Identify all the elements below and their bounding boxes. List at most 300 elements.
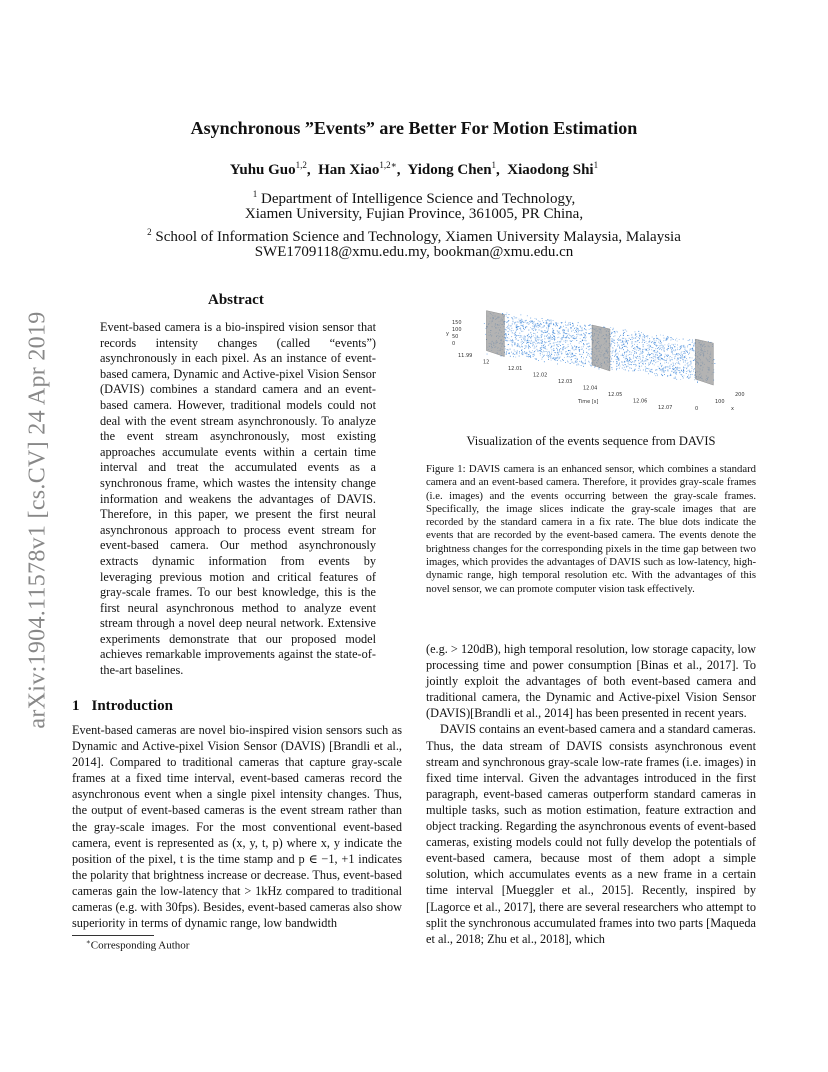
- event-dot: [585, 360, 586, 361]
- event-dot: [582, 362, 583, 363]
- event-dot: [612, 351, 613, 352]
- event-dot: [623, 355, 624, 356]
- event-dot: [511, 336, 512, 337]
- event-dot: [676, 372, 677, 373]
- event-dot: [541, 340, 542, 341]
- event-dot: [670, 356, 671, 357]
- time-tick-label: 12.02: [533, 372, 548, 379]
- event-dot: [588, 325, 589, 326]
- event-dot: [675, 344, 676, 345]
- event-dot: [521, 320, 522, 321]
- event-dot: [567, 353, 568, 354]
- event-dot: [536, 326, 537, 327]
- event-dot: [655, 360, 656, 361]
- event-dot: [635, 335, 636, 336]
- event-dot: [521, 336, 522, 337]
- event-dot: [534, 333, 535, 334]
- event-dot: [615, 333, 616, 334]
- event-dot: [616, 369, 617, 370]
- event-dot: [643, 364, 644, 365]
- event-dot: [618, 359, 619, 360]
- event-dot: [660, 353, 661, 354]
- event-dot: [505, 338, 506, 339]
- event-dot: [633, 338, 634, 339]
- event-dot: [640, 335, 641, 336]
- event-dot: [513, 330, 514, 331]
- event-dot: [636, 365, 637, 366]
- event-dot: [643, 344, 644, 345]
- event-dot: [535, 350, 536, 351]
- event-dot: [557, 341, 558, 342]
- event-dot: [578, 364, 579, 365]
- event-dot: [576, 337, 577, 338]
- event-dot: [568, 323, 569, 324]
- event-dot: [685, 360, 686, 361]
- event-dot: [681, 353, 682, 354]
- event-dot: [637, 340, 638, 341]
- event-dot: [578, 331, 579, 332]
- event-dot: [617, 356, 618, 357]
- event-dot: [670, 375, 671, 376]
- event-dot: [612, 341, 613, 342]
- event-dot: [520, 337, 521, 338]
- event-dot: [646, 358, 647, 359]
- event-dot: [551, 338, 552, 339]
- event-dot: [635, 331, 636, 332]
- event-dot: [543, 356, 544, 357]
- event-dot: [552, 332, 553, 333]
- event-dot: [628, 355, 629, 356]
- event-dot: [684, 351, 685, 352]
- event-dot: [512, 324, 513, 325]
- event-dot: [622, 340, 623, 341]
- event-dot: [681, 370, 682, 371]
- event-dot: [516, 327, 517, 328]
- event-dot: [554, 333, 555, 334]
- event-dot: [646, 368, 647, 369]
- event-dot: [685, 365, 686, 366]
- event-dot: [655, 362, 656, 363]
- event-dot: [675, 350, 676, 351]
- event-dot: [540, 348, 541, 349]
- event-dot: [506, 333, 507, 334]
- event-dot: [547, 319, 548, 320]
- event-dot: [534, 352, 535, 353]
- event-dot: [522, 346, 523, 347]
- time-axis-label: Time [s]: [578, 399, 599, 405]
- event-dot: [580, 327, 581, 328]
- event-dot: [674, 351, 675, 352]
- event-dot: [567, 357, 568, 358]
- event-dot: [519, 323, 520, 324]
- event-dot: [639, 356, 640, 357]
- event-dot: [625, 364, 626, 365]
- event-dot: [563, 329, 564, 330]
- event-dot: [533, 321, 534, 322]
- event-dot: [551, 339, 552, 340]
- event-dot: [617, 332, 618, 333]
- event-dot: [664, 344, 665, 345]
- event-dot: [573, 335, 574, 336]
- event-dot: [660, 357, 661, 358]
- event-dot: [687, 351, 688, 352]
- event-dot: [519, 321, 520, 322]
- event-dot: [644, 335, 645, 336]
- event-dot: [556, 348, 557, 349]
- event-dot: [544, 338, 545, 339]
- event-dot: [668, 367, 669, 368]
- event-dot: [556, 322, 557, 323]
- section-heading: [72, 698, 173, 715]
- author-name: Yuhu Guo: [229, 162, 296, 178]
- event-dot: [533, 330, 534, 331]
- affiliation-mark: 1: [252, 189, 258, 199]
- event-dot: [687, 352, 688, 353]
- event-dot: [622, 345, 623, 346]
- event-dot: [664, 360, 665, 361]
- event-dot: [664, 351, 665, 352]
- event-dot: [545, 347, 546, 348]
- event-dot: [637, 346, 638, 347]
- event-dot: [541, 337, 542, 338]
- event-dot: [692, 348, 693, 349]
- event-dot: [517, 343, 518, 344]
- event-dot: [643, 355, 644, 356]
- event-dot: [645, 363, 646, 364]
- event-dot: [650, 346, 651, 347]
- event-dot: [534, 324, 535, 325]
- event-dot: [533, 323, 534, 324]
- event-dot: [663, 368, 664, 369]
- event-visualization-figure: [440, 300, 770, 420]
- event-dot: [634, 362, 635, 363]
- event-dot: [571, 356, 572, 357]
- event-dot: [565, 348, 566, 349]
- event-dot: [570, 335, 571, 336]
- event-dot: [628, 370, 629, 371]
- event-dot: [616, 349, 617, 350]
- event-dot: [581, 361, 582, 362]
- time-tick-label: 12: [483, 359, 490, 366]
- event-dot: [649, 364, 650, 365]
- event-dot: [646, 360, 647, 361]
- event-dot: [638, 331, 639, 332]
- event-dot: [513, 356, 514, 357]
- footnote-text: Corresponding Author: [90, 939, 190, 952]
- event-dot: [689, 370, 690, 371]
- event-dot: [686, 351, 687, 352]
- event-dot: [692, 349, 693, 350]
- event-dot: [529, 351, 530, 352]
- event-dot: [677, 369, 678, 370]
- event-dot: [648, 363, 649, 364]
- event-dot: [550, 355, 551, 356]
- event-dot: [662, 365, 663, 366]
- event-dot: [628, 361, 629, 362]
- event-dot: [654, 373, 655, 374]
- event-dot: [559, 349, 560, 350]
- event-dot: [667, 370, 668, 371]
- event-dot: [534, 327, 535, 328]
- event-dot: [551, 352, 552, 353]
- event-dot: [619, 368, 620, 369]
- event-dot: [549, 338, 550, 339]
- event-dot: [542, 352, 543, 353]
- event-dot: [639, 368, 640, 369]
- event-dot: [670, 361, 671, 362]
- event-dot: [629, 368, 630, 369]
- event-dot: [621, 361, 622, 362]
- event-dot: [663, 367, 664, 368]
- event-dot: [639, 354, 640, 355]
- event-dot: [624, 346, 625, 347]
- event-dot: [685, 362, 686, 363]
- event-dot: [553, 323, 554, 324]
- author-name: Xiaodong Shi: [507, 162, 594, 178]
- event-dot: [541, 347, 542, 348]
- event-dot: [673, 354, 674, 355]
- event-dot: [629, 364, 630, 365]
- event-dot: [635, 360, 636, 361]
- event-dot: [631, 362, 632, 363]
- event-dot: [684, 367, 685, 368]
- event-dot: [556, 355, 557, 356]
- event-dot: [628, 363, 629, 364]
- event-dot: [681, 345, 682, 346]
- event-dot: [618, 338, 619, 339]
- intro-paragraph-davis: DAVIS contains an event-based camera and a standard cameras. Thus, the data stream of DAVIS consists asynchronous event stream and synchronous gray-scale low-rate frames (i.e. images) in fixed time interval. Given the advantages introduced in the first paragraph, event-based cameras outperform standard cameras in multiple tasks, such as motion estimation, feature extraction and object tracking. Regarding the asynchronous events of event-based cameras, existing models could not fully develop the potentials of event-based camera, because most of them adopt a simple solution, which accumulates events as a new frame in a certain time interval [Mueggler et al., 2015]. Recently, inspired by [Lagorce et al., 2017], there are several researchers who attempt to split the synchronous accumulated frames into two parts [Maqueda et al., 2018; Zhu et al., 2018], which: [426, 722, 756, 946]
- event-dot: [529, 340, 530, 341]
- event-dot: [675, 363, 676, 364]
- event-dot: [566, 337, 567, 338]
- event-dot: [633, 348, 634, 349]
- event-dot: [673, 378, 674, 379]
- event-dot: [560, 342, 561, 343]
- event-dot: [540, 340, 541, 341]
- event-dot: [655, 345, 656, 346]
- x-axis-label: x: [731, 406, 734, 412]
- event-dot: [642, 360, 643, 361]
- event-dot: [656, 362, 657, 363]
- event-dot: [549, 354, 550, 355]
- event-dot: [671, 347, 672, 348]
- event-dot: [544, 351, 545, 352]
- event-dot: [530, 352, 531, 353]
- event-dot: [656, 335, 657, 336]
- event-dot: [532, 345, 533, 346]
- event-dot: [575, 355, 576, 356]
- event-dot: [575, 358, 576, 359]
- event-dot: [613, 361, 614, 362]
- event-dot: [547, 354, 548, 355]
- event-dot: [638, 350, 639, 351]
- event-dot: [642, 338, 643, 339]
- event-dot: [545, 320, 546, 321]
- event-dot: [555, 360, 556, 361]
- event-dot: [545, 332, 546, 333]
- event-dot: [527, 338, 528, 339]
- event-dot: [687, 377, 688, 378]
- event-dot: [661, 359, 662, 360]
- event-dot: [583, 362, 584, 363]
- event-dot: [688, 370, 689, 371]
- event-dot: [685, 356, 686, 357]
- event-dot: [676, 373, 677, 374]
- event-dot: [656, 369, 657, 370]
- event-dot: [527, 322, 528, 323]
- event-dot: [623, 344, 624, 345]
- event-dot: [693, 346, 694, 347]
- event-dot: [549, 356, 550, 357]
- event-dot: [672, 359, 673, 360]
- event-dot: [544, 336, 545, 337]
- event-dot: [664, 374, 665, 375]
- event-dot: [514, 322, 515, 323]
- event-dot: [569, 334, 570, 335]
- event-dot: [640, 349, 641, 350]
- event-dot: [548, 357, 549, 358]
- event-dot: [628, 366, 629, 367]
- event-dot: [621, 355, 622, 356]
- event-dot: [519, 319, 520, 320]
- event-dot: [618, 340, 619, 341]
- event-dot: [542, 327, 543, 328]
- abstract-body: Event-based camera is a bio-inspired vision sensor that records intensity changes (called “events”) asynchronously in each pixel. As an instance of event-based camera, Dynamic and Active-pixel Vision Sensor (DAVIS) combines a standard camera and an event-based camera. However, traditional models could not deal with the event stream asynchronously. To analyze the event stream asynchronously, most existing approaches accumulate events within a certain time interval and treat the accumulated events as a synchronous frame, which wastes the intensity change information and weakens the advantages of DAVIS. Therefore, in this paper, we present the first neural asynchronous approach to process event stream for event-based camera. Our method asynchronously extracts dynamic information from events by leveraging previous motion and critical features of gray-scale frames. To our best knowledge, this is the first neural asynchronous method to analyze event stream through a novel deep neural network. Extensive experiments demonstrate that our proposed model achieves remarkable improvements against the state-of-the-art baselines.: [100, 320, 376, 678]
- event-dot: [633, 355, 634, 356]
- event-dot: [548, 337, 549, 338]
- event-dot: [613, 342, 614, 343]
- event-dot: [519, 353, 520, 354]
- event-dot: [552, 337, 553, 338]
- event-dot: [690, 377, 691, 378]
- event-dot: [692, 374, 693, 375]
- event-dot: [690, 376, 691, 377]
- event-dot: [583, 352, 584, 353]
- event-dot: [631, 352, 632, 353]
- event-dot: [653, 350, 654, 351]
- event-dot: [553, 345, 554, 346]
- event-dot: [671, 375, 672, 376]
- event-dot: [567, 356, 568, 357]
- event-dot: [564, 333, 565, 334]
- event-dot: [586, 330, 587, 331]
- event-dot: [678, 358, 679, 359]
- event-dot: [546, 336, 547, 337]
- event-dot: [511, 330, 512, 331]
- event-dot: [505, 329, 506, 330]
- event-dot: [542, 354, 543, 355]
- event-dot: [574, 346, 575, 347]
- event-dot: [684, 375, 685, 376]
- event-dot: [544, 330, 545, 331]
- event-dot: [521, 331, 522, 332]
- event-dot: [641, 332, 642, 333]
- event-dot: [516, 330, 517, 331]
- event-dot: [519, 333, 520, 334]
- event-dot: [524, 338, 525, 339]
- event-dot: [531, 340, 532, 341]
- event-dot: [583, 366, 584, 367]
- event-dot: [631, 368, 632, 369]
- event-dot: [647, 335, 648, 336]
- event-dot: [634, 351, 635, 352]
- event-dot: [617, 363, 618, 364]
- event-dot: [568, 329, 569, 330]
- event-dot: [572, 354, 573, 355]
- event-dot: [551, 323, 552, 324]
- event-dot: [540, 350, 541, 351]
- event-dot: [553, 320, 554, 321]
- event-dot: [546, 321, 547, 322]
- event-dot: [660, 341, 661, 342]
- event-dot: [623, 369, 624, 370]
- event-dot: [508, 328, 509, 329]
- event-dot: [573, 347, 574, 348]
- event-dot: [653, 347, 654, 348]
- event-dot: [643, 334, 644, 335]
- event-dot: [667, 345, 668, 346]
- affiliation-mark: 2: [147, 227, 152, 237]
- event-dot: [640, 362, 641, 363]
- event-dot: [586, 340, 587, 341]
- event-dot: [612, 353, 613, 354]
- event-dot: [558, 357, 559, 358]
- event-dot: [565, 337, 566, 338]
- event-dot: [620, 340, 621, 341]
- event-dot: [521, 322, 522, 323]
- event-dot: [667, 366, 668, 367]
- event-dot: [515, 332, 516, 333]
- event-dot: [649, 342, 650, 343]
- event-dot: [555, 352, 556, 353]
- x-tick-label: 200: [735, 392, 745, 398]
- event-dot: [551, 353, 552, 354]
- event-dot: [648, 353, 649, 354]
- event-dot: [679, 370, 680, 371]
- event-dot: [555, 339, 556, 340]
- event-dot: [580, 354, 581, 355]
- event-dot: [584, 340, 585, 341]
- event-dot: [631, 346, 632, 347]
- event-dot: [526, 352, 527, 353]
- event-dot: [568, 330, 569, 331]
- event-dot: [625, 339, 626, 340]
- event-dot: [560, 326, 561, 327]
- event-dot: [682, 355, 683, 356]
- event-dot: [666, 340, 667, 341]
- event-dot: [532, 326, 533, 327]
- event-dot: [520, 320, 521, 321]
- event-dot: [660, 343, 661, 344]
- event-dot: [532, 329, 533, 330]
- event-dot: [548, 325, 549, 326]
- event-dot: [573, 330, 574, 331]
- event-dot: [554, 355, 555, 356]
- event-dot: [511, 328, 512, 329]
- event-dot: [687, 376, 688, 377]
- event-dot: [536, 329, 537, 330]
- event-dot: [568, 354, 569, 355]
- event-dot: [656, 340, 657, 341]
- event-dot: [524, 336, 525, 337]
- event-dot: [623, 349, 624, 350]
- event-dot: [512, 344, 513, 345]
- event-dot: [654, 364, 655, 365]
- event-dot: [508, 325, 509, 326]
- event-dot: [544, 341, 545, 342]
- event-dot: [537, 349, 538, 350]
- event-dot: [675, 378, 676, 379]
